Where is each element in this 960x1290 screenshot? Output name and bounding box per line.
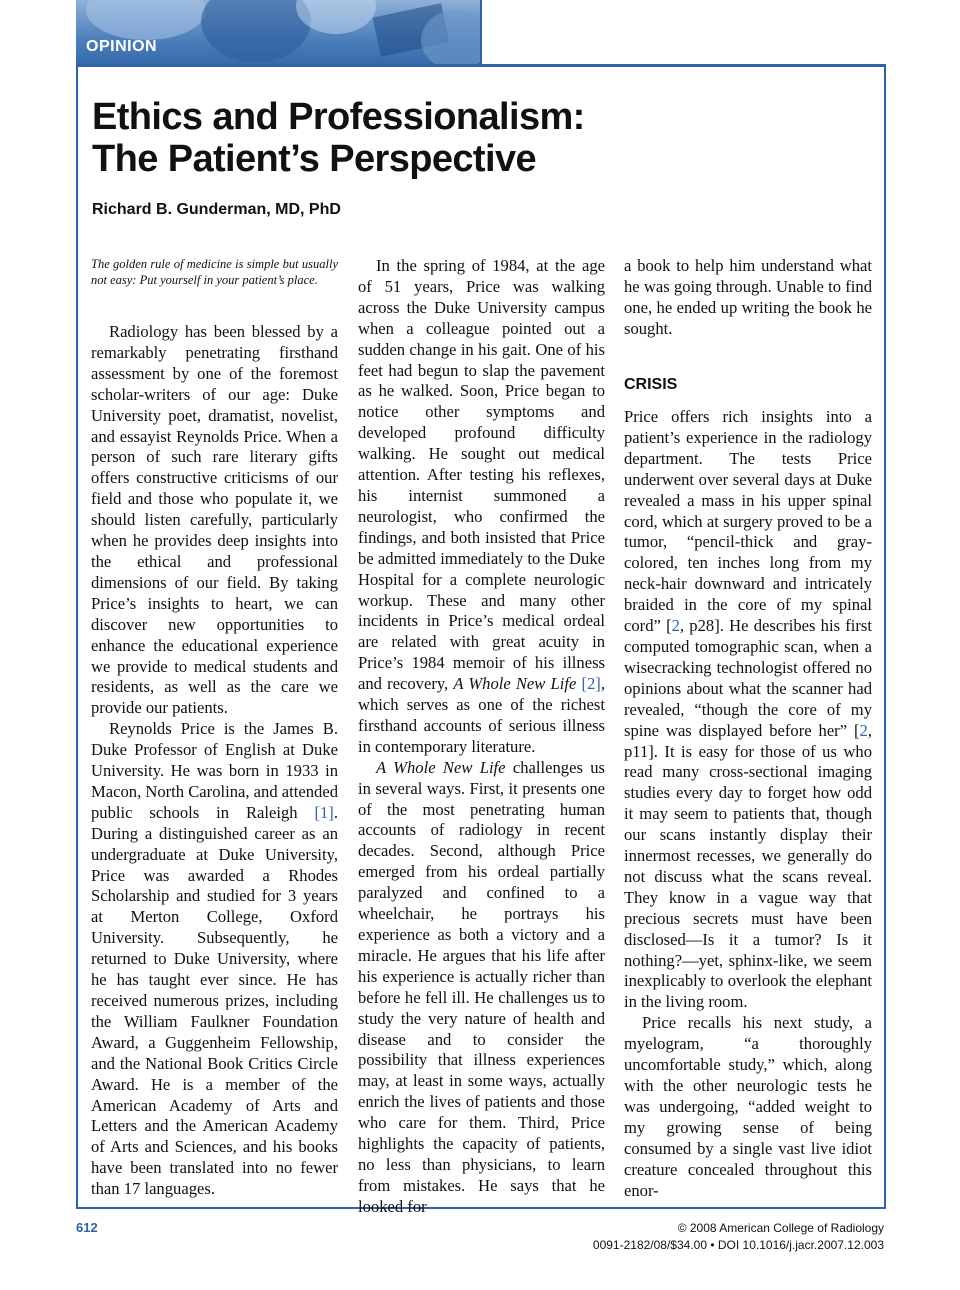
reference-link[interactable]: 2 — [859, 720, 868, 740]
section-label: OPINION — [86, 38, 158, 55]
paragraph — [624, 407, 872, 1013]
article-title — [92, 96, 585, 180]
page-number: 612 — [76, 1220, 98, 1235]
text-run: Price offers rich insights into a patient’s experience in the radiology department. The tests Price underwent over several days at Duke revealed a mass in his upper spinal cord, which at surgery proved to be a tumor, “pencil-thick and gray-colored, ten inches long from my neck-hair downward and intricately braided in the core of my spinal cord” [ — [624, 407, 872, 636]
text-run: Reynolds Price is the James B. Duke Professor of English at Duke University. He was born in 1933 in Macon, North Carolina, and attended public schools in Raleigh — [91, 719, 338, 822]
reference-link[interactable]: 2 — [671, 616, 680, 636]
header-photo-illustration — [76, 0, 480, 66]
text-run: , p11]. It is easy for those of us who read many cross-sectional imaging studies every day to forget how odd it may seem to patients that, though our scans instantly display their innermost recesses, we generally do not discuss what the scans reveal. They know in a vague way that precious secrets must have been disclosed—Is it a tumor? Is it nothing?—yet, sphinx-like, we seem inexplicably to overlook the elephant in the living room. — [624, 720, 872, 1012]
header-blank — [480, 0, 886, 66]
paragraph: Price recalls his next study, a myelogram, “a thoroughly uncomfortable study,” which, along with the other neurologic tests he was undergoing, “added weight to my growing sense of being consumed by a single vast live idiot creature concealed throughout this enor- — [624, 1013, 872, 1200]
reference-link[interactable]: [2] — [581, 674, 601, 694]
paragraph: a book to help him understand what he was going through. Unable to find one, he ended up writing the book he sought. — [624, 256, 872, 338]
column-3 — [624, 407, 872, 1201]
author-byline: Richard B. Gunderman, MD, PhD — [92, 201, 341, 218]
paragraph: Radiology has been blessed by a remarkably penetrating firsthand assessment by one of the foremost scholar-writers of our age: Duke University poet, dramatist, novelist, and essayist Reynolds Price. When a person of such rare literary gifts offers constructive criticisms of our field and those who populate it, we should listen carefully, particularly when he provides deep insights into the ethical and professional dimensions of our field. By taking Price’s insights to heart, we can discover new opportunities to enhance the educational experience we provide to medical students and residents, as well as the care we provide our patients. — [91, 322, 338, 718]
epigraph: The golden rule of medicine is simple but usually not easy: Put yourself in your patient’s place. — [91, 257, 338, 287]
paragraph — [91, 719, 338, 1200]
paragraph — [358, 758, 605, 1218]
title-line-2: The Patient’s Perspective — [92, 138, 537, 180]
column-1 — [91, 322, 338, 1200]
text-run: In the spring of 1984, at the age of 51 years, Price was walking across the Duke University campus when a colleague pointed out a sudden change in his gait. One of his feet had begun to slap the pavement as he walked. Soon, Price began to notice other symptoms and developed profound difficulty walking. He sought out medical attention. After testing his reflexes, his internist summoned a neurologist, who confirmed the findings, and both insisted that Price be admitted immediately to the Duke Hospital for a complete neurologic workup. These and many other incidents in Price’s medical ordeal are related with great acuity in Price’s 1984 memoir of his illness and recovery, — [358, 256, 605, 694]
paragraph — [358, 256, 605, 758]
header-photo — [76, 0, 480, 66]
book-title: A Whole New Life — [376, 757, 506, 777]
copyright: © 2008 American College of Radiology — [677, 1221, 884, 1235]
column-3-top — [624, 256, 872, 340]
text-run: , p28]. He describes his first computed tomographic scan, when a wisecracking technologist offered no opinions about what the scanner had revealed, “though the core of my spine was displayed before her” [ — [624, 616, 873, 740]
text-run: . During a distinguished career as an undergraduate at Duke University, Price was awarded a Rhodes Scholarship and studied for 3 years at Merton College, Oxford University. Subsequently, he returned to Duke University, where he has taught ever since. He has received numerous prizes, including the William Faulkner Foundation Award, a Guggenheim Fellowship, and the National Book Critics Circle Award. He is a member of the American Academy of Arts and Letters and the American Academy of Arts and Sciences, and his books have been translated into no fewer than 17 languages. — [91, 802, 338, 1199]
column-2 — [358, 256, 605, 1218]
footer-citation — [593, 1220, 884, 1254]
reference-link[interactable]: [1] — [314, 802, 334, 822]
section-heading-crisis: CRISIS — [624, 376, 678, 393]
text-run: challenges us in several ways. First, it presents one of the most penetrating human accounts of radiology in recent decades. Second, although Price emerged from his ordeal partially paralyzed and confined to a wheelchair, he portrays his experience as both a victory and a miracle. He argues that his life after his experience is actually richer than before he fell ill. He challenges us to study the very nature of health and disease and to consider the possibility that illness experiences may, at least in some ways, actually enrich the lives of patients and those who care for them. Third, Price highlights the capacity of patients, no less than physicians, to learn from mistakes. He says that he looked for — [358, 757, 605, 1216]
title-line-1: Ethics and Professionalism: — [92, 96, 585, 138]
doi: 0091-2182/08/$34.00 • DOI 10.1016/j.jacr.2007.12.003 — [592, 1238, 884, 1252]
book-title: A Whole New Life — [453, 674, 577, 694]
text-run: , which serves as one of the richest firsthand accounts of serious illness in contemporary literature. — [358, 674, 605, 756]
header-band — [76, 0, 884, 66]
